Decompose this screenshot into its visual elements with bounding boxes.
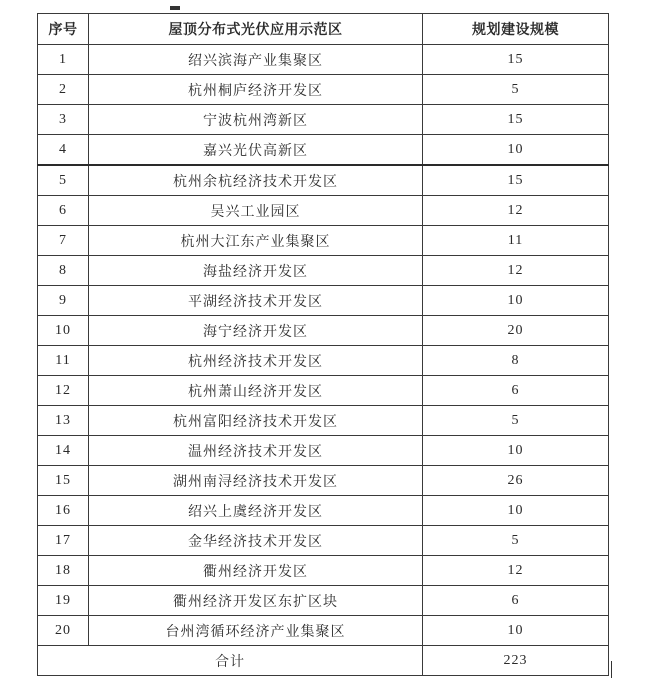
row-index: 20 [38, 616, 89, 646]
row-zone: 平湖经济技术开发区 [89, 286, 423, 316]
header-index: 序号 [38, 14, 89, 45]
table-row [38, 616, 609, 646]
row-scale: 20 [423, 316, 609, 346]
row-scale: 5 [423, 526, 609, 556]
row-zone: 杭州萧山经济开发区 [89, 376, 423, 406]
table-row [38, 466, 609, 496]
table-row [38, 316, 609, 346]
row-zone: 吴兴工业园区 [89, 196, 423, 226]
table-row [38, 436, 609, 466]
row-scale: 12 [423, 196, 609, 226]
row-scale: 12 [423, 556, 609, 586]
row-zone: 嘉兴光伏高新区 [89, 135, 423, 166]
row-zone: 金华经济技术开发区 [89, 526, 423, 556]
row-index: 18 [38, 556, 89, 586]
row-scale: 12 [423, 256, 609, 286]
row-scale: 8 [423, 346, 609, 376]
table-header-row [38, 14, 609, 45]
table-row [38, 75, 609, 105]
row-scale: 6 [423, 586, 609, 616]
table-row [38, 45, 609, 75]
scan-mark [170, 6, 180, 10]
total-label: 合计 [38, 646, 423, 676]
row-index: 15 [38, 466, 89, 496]
table-row [38, 406, 609, 436]
table-row [38, 135, 609, 166]
row-zone: 绍兴上虞经济开发区 [89, 496, 423, 526]
row-index: 4 [38, 135, 89, 166]
row-scale: 5 [423, 406, 609, 436]
row-zone: 湖州南浔经济技术开发区 [89, 466, 423, 496]
row-index: 7 [38, 226, 89, 256]
table-row [38, 496, 609, 526]
row-scale: 26 [423, 466, 609, 496]
row-zone: 杭州大江东产业集聚区 [89, 226, 423, 256]
row-index: 11 [38, 346, 89, 376]
row-index: 12 [38, 376, 89, 406]
table-row [38, 165, 609, 196]
row-scale: 6 [423, 376, 609, 406]
row-index: 17 [38, 526, 89, 556]
table-row [38, 376, 609, 406]
table-row [38, 556, 609, 586]
table-row [38, 105, 609, 135]
row-zone: 杭州经济技术开发区 [89, 346, 423, 376]
row-index: 14 [38, 436, 89, 466]
table-row [38, 196, 609, 226]
row-index: 13 [38, 406, 89, 436]
row-index: 8 [38, 256, 89, 286]
row-index: 16 [38, 496, 89, 526]
header-zone: 屋顶分布式光伏应用示范区 [89, 14, 423, 45]
table-row [38, 226, 609, 256]
row-scale: 15 [423, 165, 609, 196]
row-zone: 绍兴滨海产业集聚区 [89, 45, 423, 75]
row-scale: 11 [423, 226, 609, 256]
table-body [38, 45, 609, 676]
row-scale: 10 [423, 496, 609, 526]
row-index: 1 [38, 45, 89, 75]
table-row [38, 256, 609, 286]
row-zone: 衢州经济开发区东扩区块 [89, 586, 423, 616]
row-scale: 10 [423, 135, 609, 166]
row-index: 10 [38, 316, 89, 346]
row-index: 3 [38, 105, 89, 135]
table-row [38, 286, 609, 316]
row-zone: 温州经济技术开发区 [89, 436, 423, 466]
row-index: 9 [38, 286, 89, 316]
row-zone: 杭州桐庐经济开发区 [89, 75, 423, 105]
row-zone: 台州湾循环经济产业集聚区 [89, 616, 423, 646]
row-zone: 衢州经济开发区 [89, 556, 423, 586]
demo-zone-table-container [37, 13, 608, 675]
row-zone: 杭州余杭经济技术开发区 [89, 165, 423, 196]
table-row [38, 586, 609, 616]
row-zone: 海盐经济开发区 [89, 256, 423, 286]
demo-zone-table [37, 13, 609, 676]
row-scale: 10 [423, 616, 609, 646]
row-index: 5 [38, 165, 89, 196]
row-scale: 5 [423, 75, 609, 105]
row-scale: 15 [423, 45, 609, 75]
header-scale: 规划建设规模 [423, 14, 609, 45]
row-index: 2 [38, 75, 89, 105]
row-zone: 宁波杭州湾新区 [89, 105, 423, 135]
row-scale: 10 [423, 286, 609, 316]
row-index: 19 [38, 586, 89, 616]
row-zone: 海宁经济开发区 [89, 316, 423, 346]
table-row [38, 346, 609, 376]
row-index: 6 [38, 196, 89, 226]
table-row [38, 526, 609, 556]
scan-edge-line [611, 661, 612, 678]
row-scale: 15 [423, 105, 609, 135]
row-zone: 杭州富阳经济技术开发区 [89, 406, 423, 436]
total-value: 223 [423, 646, 609, 676]
row-scale: 10 [423, 436, 609, 466]
total-row [38, 646, 609, 676]
